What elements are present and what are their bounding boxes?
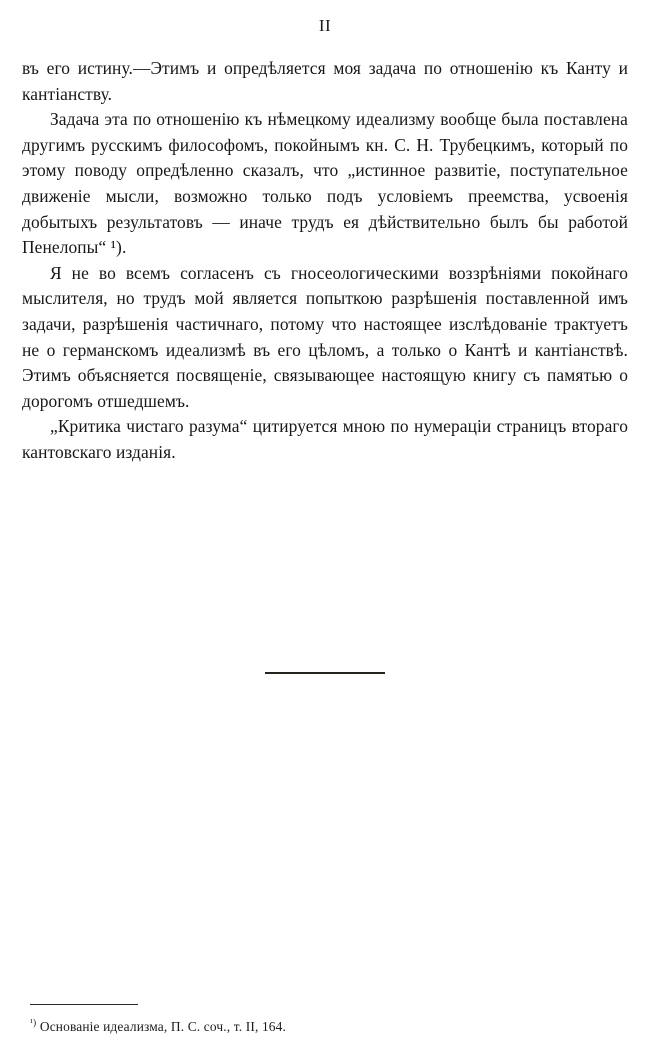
paragraph-4: „Критика чистаго разума“ цитируется мною по нумераціи страницъ втораго кантовскаго изданія. [22,416,628,462]
footnote-separator-rule [30,1004,138,1005]
footnote [30,1018,530,1035]
page-number: II [318,16,332,35]
footnote-marker: ¹) [30,1017,37,1029]
footnote-text: Основаніе идеализма, П. С. соч., т. II, 164. [36,1019,286,1034]
paragraph-2: Задача эта по отношенію къ нѣмецкому идеализму вообще была поставлена другимъ русскимъ философомъ, покойнымъ кн. С. Н. Трубецкимъ, который по этому поводу опредѣленно сказалъ, что „истинное развитіе, поступательное движеніе мысли, возможно только подъ условіемъ преемства, усвоенія добытыхъ результатовъ — иначе трудъ ея дѣйствительно былъ бы работой Пенелопы“ ¹). [22,109,628,258]
paragraph-1: въ его истину.—Этимъ и опредѣляется моя задача по отношенію къ Канту и кантіанству. [22,58,628,104]
body-text [22,56,628,466]
section-divider-rule [265,672,385,674]
paragraph-3: Я не во всемъ согласенъ съ гносеологическими воззрѣніями покойнаго мыслителя, но трудъ мой является попыткою разрѣшенія поставленной имъ задачи, разрѣшенія частичнаго, потому что настоящее изслѣдованіе трактуетъ не о германскомъ идеализмѣ въ его цѣломъ, а только о Кантѣ и кантіанствѣ. Этимъ объясняется посвященіе, связывающее настоящую книгу съ памятью о дорогомъ отшедшемъ. [22,262,628,411]
